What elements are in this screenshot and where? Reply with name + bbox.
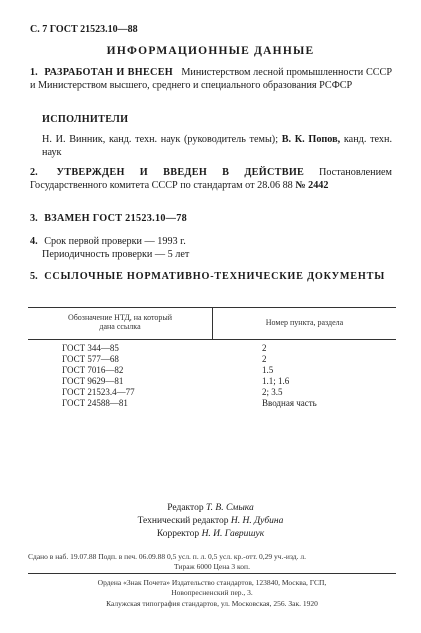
section-1 [30,66,392,92]
table-row-4-ref: 1.1; 1.6 [262,376,290,386]
section-3-number: 3. [30,213,38,224]
section-2 [30,166,392,192]
document-title: ИНФОРМАЦИОННЫЕ ДАННЫЕ [106,45,315,57]
section-4 [30,235,392,248]
tech-editor-line [0,515,421,528]
section-2-heading: УТВЕРЖДЕН И ВВЕДЕН В ДЕЙСТВИЕ [56,167,305,178]
table-row-1-ref: 2 [262,343,267,353]
page-header: С. 7 ГОСТ 21523.10—88 [30,24,138,35]
table-col1-header [28,313,212,331]
section-2-number: 2. [30,167,38,178]
section-5-number: 5. [30,271,38,282]
section-3 [30,212,392,225]
editor-name: Т. В. Смыка [205,503,254,513]
tech-editor-name: Н. Н. Дубина [230,516,284,526]
executors-text-c: канд. техн. наук [42,134,392,158]
table-col1-header-line1: Обозначение НТД, на который [67,313,173,322]
editor-line [0,502,421,515]
section-2-number-ref: № 2442 [295,180,329,191]
section-5-heading: ССЫЛОЧНЫЕ НОРМАТИВНО-ТЕХНИЧЕСКИЕ ДОКУМЕНТЫ [44,271,386,282]
corrector-line [0,528,421,541]
section-5 [30,270,392,283]
table-row-5-doc: ГОСТ 21523.4—77 [62,387,135,397]
table-row-3-ref: 1.5 [262,365,274,375]
table-row-2-doc: ГОСТ 577—68 [62,354,119,364]
executors-text-a: Н. И. Винник, канд. техн. наук (руководитель темы); [42,134,279,145]
corrector-name: Н. И. Гавришук [201,529,265,539]
section-1-text: Министерством лесной промышленности СССР и Министерством высшего, среднего и специального образования РСФСР [30,67,393,91]
section-4-number: 4. [30,236,38,247]
tech-editor-label: Технический редактор [137,516,229,526]
section-2-text: Постановлением Государственного комитета СССР по стандартам от 28.06 88 [30,167,392,191]
imprint-line-1: Сдано в наб. 19.07.88 Подп. в печ. 06.09.88 0,5 усл. п. л. 0,5 усл. кр.-отт. 0,29 уч.-изд. л. [28,552,306,561]
section-1-number: 1. [30,67,38,78]
executors-heading: ИСПОЛНИТЕЛИ [42,114,129,125]
imprint-divider [28,573,396,574]
table-row-2-ref: 2 [262,354,267,364]
imprint-line-3: Ордена «Знак Почета» Издательство стандартов, 123840, Москва, ГСП, [97,578,327,587]
table-col1-header-line2: дана ссылка [99,322,141,331]
table-row-1-doc: ГОСТ 344—85 [62,343,119,353]
section-4-line-1: Срок первой проверки — 1993 г. [44,236,186,247]
section-3-heading: ВЗАМЕН ГОСТ 21523.10—78 [44,213,188,224]
table-header-rule [28,339,396,340]
table-col2-header: Номер пункта, раздела [265,318,344,327]
editor-label: Редактор [167,503,204,513]
table-row-4-doc: ГОСТ 9629—81 [62,376,124,386]
imprint-line-2: Тираж 6000 Цена 3 коп. [174,562,250,571]
table-row-6-doc: ГОСТ 24588—81 [62,398,128,408]
imprint-line-5: Калужская типография стандартов, ул. Московская, 256. Зак. 1920 [106,599,318,608]
imprint-line-4: Новопресненский пер., 3. [171,588,253,597]
table-row-6-ref: Вводная часть [262,398,317,408]
corrector-label: Корректор [156,529,200,539]
table-row-5-ref: 2; 3.5 [262,387,283,397]
table-row-3-doc: ГОСТ 7016—82 [62,365,124,375]
executors-text-b: В. К. Попов, [281,134,341,145]
section-4-line-2: Периодичность проверки — 5 лет [42,249,190,260]
executors-text [42,133,392,159]
section-1-heading: РАЗРАБОТАН И ВНЕСЕН [44,67,174,78]
